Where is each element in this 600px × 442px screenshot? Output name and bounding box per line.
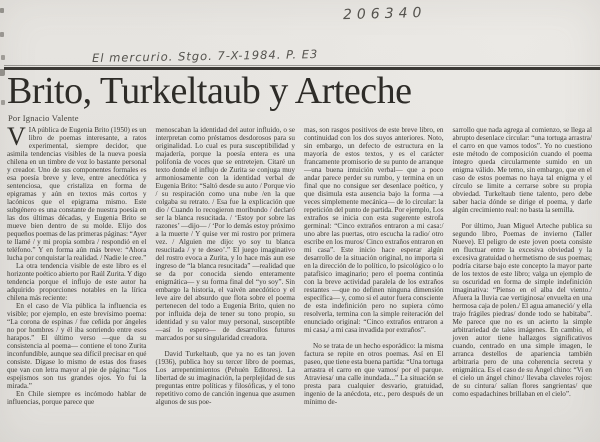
column-1-paragraphs bbox=[7, 262, 147, 406]
article-paragraph: La otra tendencia visible de este libro es el horizonte poético abierto por Raúl Zurita. Y digo tendencia porque el influjo de este autor ha adquirido proporciones notables en la lírica chilena más reciente: bbox=[7, 262, 147, 302]
lead-paragraph bbox=[7, 126, 147, 262]
article-paragraph: En Chile siempre es incómodo hablar de influencias, porque parece que bbox=[7, 390, 147, 406]
article-paragraph: En el caso de Vía pública la influencia es visible; por ejemplo, en este brevísimo poema: “La corona de espinas / fue ceñida por ángeles no por hombres / y él iba sonriendo entre esos harapos.” El último verso —que da su consistencia al poema— contiene el tono Zurita inconfundible, aunque sea difícil precisar en qué consiste. Dígase lo mismo de estas dos frases que van con letra mayor al pie de página: “Los espejismos son tus grandes ojos. Yo fui la mirada.” bbox=[7, 302, 147, 390]
drop-cap: V bbox=[7, 126, 26, 151]
article-paragraph: menoscaban la identidad del autor influido, o se interpretan como préstamos desdorosos para su originalidad. Lo cual es pura susceptibilidad y majadería, porque la poesía entera es una polifonía de voces que se entretejen. Citaré un texto donde el influjo de Zurita se conjuga muy armoniosamente con la identidad verbal de Eugenia Brito: “Saltó desde su auto / Porque vio / su respiración como una nube /en la que colgaba su retrato. / Esa fue la explicación que dio / Cuando lo recogieron moribundo / declaró ser la blanca resucitada. / ‘Estoy por sobre las razones’ —dijo— / ‘Por lo demás estoy próximo a la muerte / Y quise ver mi rostro por primera vez. / Alguien me dijo: yo soy tu blanca resucitada / y te deseo’.” El juego imaginativo del rostro evoca a Zurita, y lo hace más aun ese ingreso de “la blanca resucitada” —realidad que se da por conocida siendo enteramente enigmática— y su forma final del “yo soy”. Sin embargo la historia, el vaivén anecdótico y el leve aire del absurdo que flota sobre el poema pertenecen del todo a Eugenia Brito, quien no por influida deja de tener su tono propio, su identidad y su valor muy personal, susceptible —así lo espero— de desarrollos futuros marcados por su singularidad creadora. bbox=[155, 126, 295, 342]
article-column-3 bbox=[304, 126, 444, 442]
article-paragraph: No se trata de un hecho esporádico: la misma factura se repite en otros poemas. Así en El paseo, que tiene esta buena partida: “Una tortuga arrastra el carro en que vamos/ por el parque. Atraviesa/ una calle inundada...” La situación se presta para cualquier desvario, gratuidad, ingenio de la anécdota, etc., pero después de un mínimo de- bbox=[304, 342, 444, 406]
article-paragraph: David Turkeltaub, que ya no es tan joven (1936), publica hoy su tercer libro de poemas, Los arrepentimientos (Pehuén Editores). La libertad de su imaginación, la perplejidad de sus preguntas entre políticas y filosóficas, y el tono repetitivo como de canción ingenua que asumen algunos de sus poe- bbox=[155, 350, 295, 406]
article-column-4 bbox=[453, 126, 593, 442]
byline: Por Ignacio Valente bbox=[8, 113, 79, 123]
article-paragraph: sarrollo que nada agrega al comienzo, se llega al abrupto desenlace circular: “una tortuga arrastra/ el carro en que vamos todos”. Yo no cuestiono este método de composición cuando el poema íntegro queda circularmente sumido en un enigma válido. Me temo, sin embargo, que en el caso de estos poemas no haya tal enigma y el círculo se limite a cerrarse sobre su propia obviedad. Turkeltaub tiene talento, pero debe saber hacia dónde se dirige el poema, y darle algún crecimiento real: no basta la semilla. bbox=[452, 126, 592, 214]
catalog-number-annotation: 206340 bbox=[342, 4, 427, 24]
article-column-1 bbox=[7, 126, 147, 442]
lead-paragraph-text: IA pública de Eugenia Brito (1950) es un libro de poemas interesante, a ratos experimental, siempre decidor, que asimila tendencias visibles de la nueva poesía chilena en un timbre de voz lo bastante personal y creador. Uno de sus componentes formales es esa poesía breve y leve, entre anecdótica y sentenciosa, que cristaliza en forma de epigramas y aún en textos más cortos y lacónicos que el epigrama mismo. Este subgénero es una constante de nuestra poesía en las dos últimas décadas, y Eugenia Brito se mueve bien dentro de su molde. Elijo dos pequeños poemas de las primeras páginas: “Ayer te llamé / y mi propia sombra / respondió en el teléfono.” Y en forma aún más breve: “Ahora lucha por conquistar la realidad. / Nadie le cree.” bbox=[7, 126, 147, 262]
source-date-annotation: El mercurio. Stgo. 7-X-1984. P. E3 bbox=[91, 47, 319, 65]
headline: Brito, Turkeltaub y Arteche bbox=[7, 70, 412, 112]
article-column-2 bbox=[156, 126, 296, 442]
article-paragraph: mas, son rasgos positivos de este breve libro, en continuidad con los dos suyos anteriores. Noto, sin embargo, un defecto de estructura en la mayoría de estos textos, y es el carácter francamente promisorio de su punto de arranque —una buena intuición verbal— que a poco andar parece perder su rumbo, y termina en un final que no consigue ser desenlace poético, y que disimula esta ausencia bajo la forma —a veces simplemente mecánica— de lo circular: la repetición del punto de partida. Por ejemplo, Los extraños se inicia con esta sugerente estrofa germinal: “Cinco extraños entraron a mi casa:/ uno abre las puertas, otro escucha la radio/ otro escribe en los muros/ Cinco extraños entraron en mi casa”. Este inicio hace esperar algún desarrollo de la situación original, no importa si en la dirección de lo político, lo psicológico o lo patafísico imaginario; pero el poema continúa con la breve actividad paralela de los extraños restantes —que no definen ninguna dimensión específica— y, como si el autor fuera consciente de esta indefinición pero no supiera cómo resolverla, termina con la simple reiteración del enunciado original: “Cinco extraños entraron a mi casa,/ a mi casa invadida por extraños”. bbox=[304, 126, 444, 334]
article-paragraph: Por último, Juan Miguel Arteche publica su segundo libro, Poemas de invierno (Taller Nueve). El peligro de este joven poeta consiste en fluctuar entre la excesiva obviedad y la excesiva gratuidad o hermetismo de sus poemas; podría citarse bajo este concepto la mayor parte de los textos de este libro; valga un ejemplo de su oscuridad en forma de simple indefinición imaginativa: “Pienso en el alba del viento./ Afuera la lluvia cae vertiginosa/ envuelta en una hermosa caja de polen./ El agua amaneció/ y ella trajo frágiles piedras/ donde todo se habitaba”. Me parece que no es un acierto la simple arbitrariedad de tales imágenes. En cambio, el joven autor tiene hallazgos significativos cuando, centrado en una simple imagen, le arranca destellos de apariencia también arbitraria pero de una coherencia secreta y enigmática. Es el caso de su Ángel chino: “Vi en el cielo un ángel chino:/ llevaba claveles rojos: de su cintura/ salían flores sangrientas/ que como espadachines brillaban en el cielo”. bbox=[452, 222, 592, 398]
article-body bbox=[7, 126, 592, 442]
scan-edge-smudges bbox=[0, 8, 4, 13]
